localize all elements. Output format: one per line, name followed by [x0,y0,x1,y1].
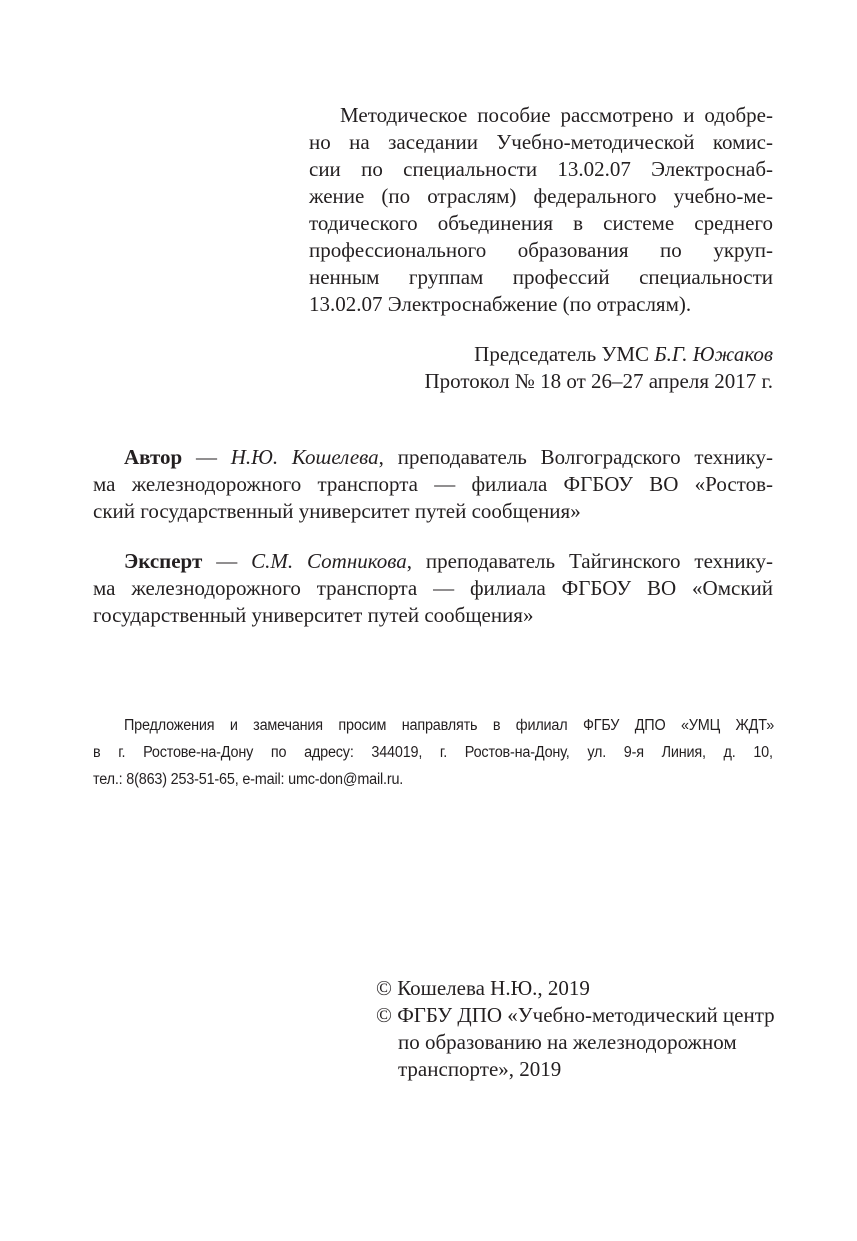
approval-line-7: ненным группам профессий специальности [309,265,773,289]
author-line-1: Автор — Н.Ю. Кошелева, преподаватель Волгоградского технику- [124,445,773,469]
chairman-name: Б.Г. Южаков [654,342,773,366]
author-name: Н.Ю. Кошелева [230,445,379,469]
protocol-line: Протокол № 18 от 26–27 апреля 2017 г. [424,369,773,393]
chairman-line [474,341,773,368]
copyright-line-4: транспорте», 2019 [398,1057,562,1081]
contacts-line-1: Предложения и замечания просим направлять в филиал ФГБУ ДПО «УМЦ ЖДТ» [124,717,775,734]
approval-line-1: Методическое пособие рассмотрено и одобре- [340,103,773,127]
expert-line-2: ма железнодорожного транспорта — филиала ФГБОУ ВО «Омский [93,576,773,600]
expert-label: Эксперт [124,549,203,573]
contacts-line-3: тел.: 8(863) 253-51-65, e-mail: umc-don@mail.ru. [93,771,404,788]
author-line-3: ский государственный университет путей сообщения» [93,499,581,523]
author-line-2: ма железнодорожного транспорта — филиала ФГБОУ ВО «Ростов- [93,472,773,496]
approval-line-6: профессионального образования по укруп- [309,238,773,262]
expert-line-3: государственный университет путей сообщения» [93,603,534,627]
author-label: Автор [124,445,183,469]
expert-line-1: Эксперт — С.М. Сотникова, преподаватель Тайгинского технику- [124,549,774,573]
copyright-line-1: © Кошелева Н.Ю., 2019 [376,976,590,1000]
approval-line-5: тодического объединения в системе среднего [309,211,773,235]
approval-line-4: жение (по отраслям) федерального учебно-ме- [309,184,773,208]
chairman-label: Председатель УМС [474,342,650,366]
approval-line-2: но на заседании Учебно-методической комис- [309,130,773,154]
copyright-line-3: по образованию на железнодорожном [398,1030,737,1054]
approval-line-8: 13.02.07 Электроснабжение (по отраслям). [309,292,692,316]
copyright-line-2: © ФГБУ ДПО «Учебно-методический центр [376,1003,775,1027]
approval-line-3: сии по специальности 13.02.07 Электроснаб- [309,157,773,181]
expert-name: С.М. Сотникова [251,549,407,573]
contacts-line-2: в г. Ростове-на-Дону по адресу: 344019, г. Ростов-на-Дону, ул. 9-я Линия, д. 10, [93,744,773,761]
